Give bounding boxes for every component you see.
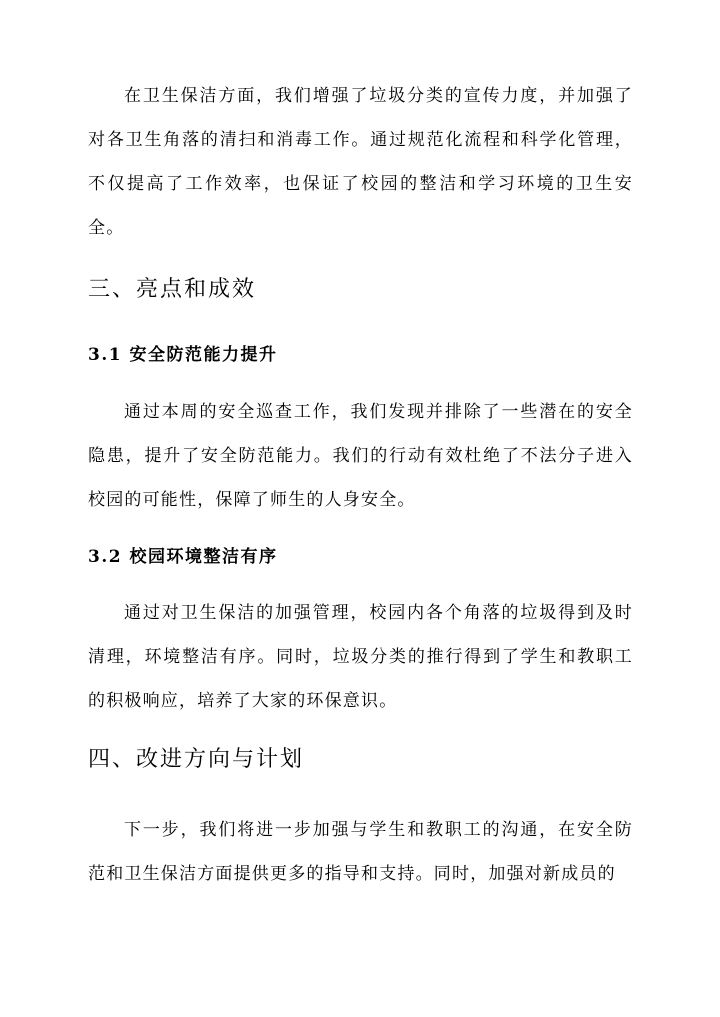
subsection-3-1-heading: 3.1 安全防范能力提升 xyxy=(88,345,278,365)
paragraph-3-1: 通过本周的安全巡查工作，我们发现并排除了一些潜在的安全隐患，提升了安全防范能力。我们的行动有效杜绝了不法分子进入校园的可能性，保障了师生的人身安全。 xyxy=(88,402,633,510)
section-4-heading: 四、改进方向与计划 xyxy=(88,747,305,772)
section-3-heading: 三、亮点和成效 xyxy=(88,277,257,302)
paragraph-4: 下一步，我们将进一步加强与学生和教职工的沟通，在安全防范和卫生保洁方面提供更多的指导和支持。同时，加强对新成员的 xyxy=(88,820,633,884)
subsection-3-2-heading: 3.2 校园环境整洁有序 xyxy=(88,547,278,567)
paragraph-cleaning: 在卫生保洁方面，我们增强了垃圾分类的宣传力度，并加强了对各卫生角落的清扫和消毒工作。通过规范化流程和科学化管理，不仅提高了工作效率，也保证了校园的整洁和学习环境的卫生安全。 xyxy=(88,86,633,238)
paragraph-3-2: 通过对卫生保洁的加强管理，校园内各个角落的垃圾得到及时清理，环境整洁有序。同时，垃圾分类的推行得到了学生和教职工的积极响应，培养了大家的环保意识。 xyxy=(88,603,633,711)
